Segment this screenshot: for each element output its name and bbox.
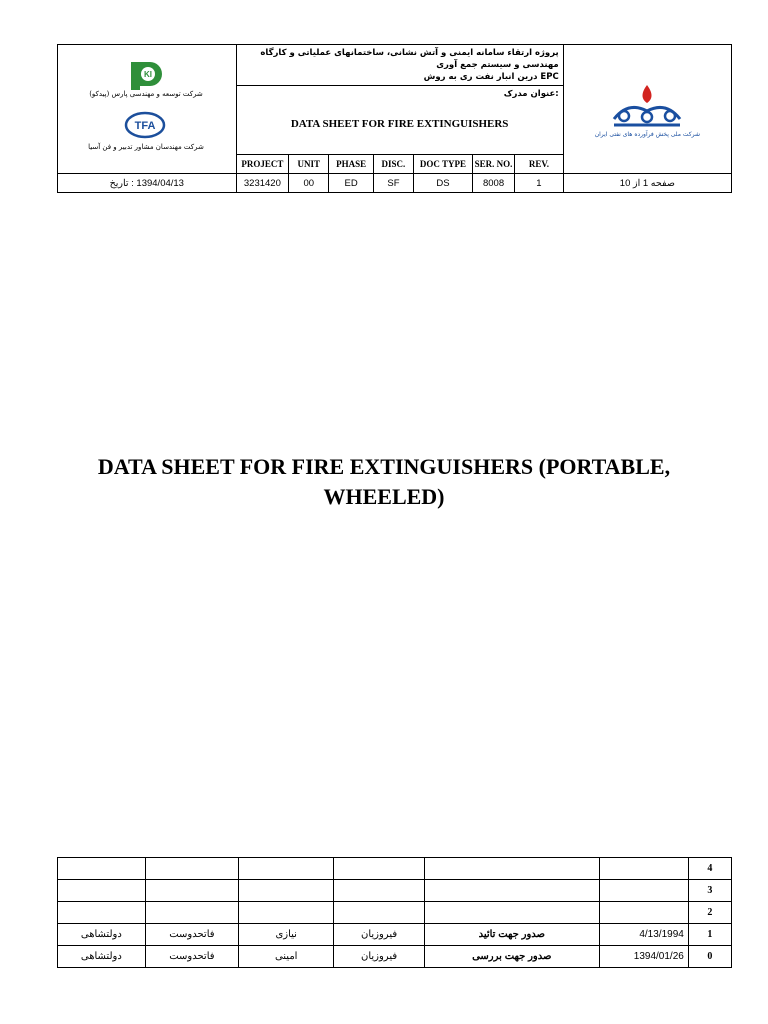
preparer-cell — [334, 858, 424, 880]
doc-title-cell — [236, 86, 563, 155]
code-value-rev: 1 — [515, 174, 564, 193]
nioc-logo — [608, 81, 686, 129]
checker-cell: فاتحدوست — [145, 924, 238, 946]
doc-title-label: :عنوان مدرک — [503, 89, 559, 99]
revision-row — [58, 858, 732, 880]
svg-text:TFA: TFA — [134, 120, 156, 132]
reviewer-cell — [239, 880, 334, 902]
preparer-cell: فیروزیان — [334, 946, 424, 968]
project-title-cell — [236, 45, 563, 86]
right-logo-cell — [563, 45, 731, 174]
pidec-company-name: شرکت توسعه و مهندسی پارس (پیدکو) — [89, 90, 203, 98]
nioc-company-name: شرکت ملی پخش فرآورده های نفتی ایران — [594, 130, 700, 138]
preparer-cell: فیروزیان — [334, 924, 424, 946]
code-value-phase: ED — [329, 174, 373, 193]
reviewer-cell: نیازی — [239, 924, 334, 946]
main-title: DATA SHEET FOR FIRE EXTINGUISHERS (PORTABLE, WHEELED) — [97, 454, 671, 509]
revision-row — [58, 880, 732, 902]
pidec-logo — [128, 58, 162, 90]
revision-number: 0 — [688, 946, 731, 968]
approver-cell — [58, 880, 146, 902]
revision-table — [57, 857, 732, 968]
checker-cell — [145, 880, 238, 902]
code-value-disc: SF — [373, 174, 413, 193]
approver-cell: دولتشاهی — [58, 946, 146, 968]
svg-text:KI: KI — [144, 70, 152, 79]
left-logos-cell — [58, 45, 237, 174]
code-value-doctype: DS — [414, 174, 473, 193]
code-header-unit: UNIT — [289, 155, 329, 174]
date-cell: 1394/04/13 : تاریخ — [58, 174, 237, 193]
approver-cell — [58, 858, 146, 880]
tfa-logo — [124, 111, 166, 139]
revision-row — [58, 924, 732, 946]
revision-number: 3 — [688, 880, 731, 902]
revision-row — [58, 946, 732, 968]
code-value-project: 3231420 — [236, 174, 289, 193]
code-header-doctype: DOC TYPE — [414, 155, 473, 174]
revision-description — [424, 858, 599, 880]
tfa-company-name: شرکت مهندسان مشاور تدبیر و فن آسیا — [88, 143, 204, 151]
revision-description: صدور جهت تائید — [424, 924, 599, 946]
revision-number: 1 — [688, 924, 731, 946]
revision-date: 4/13/1994 — [599, 924, 688, 946]
revision-number: 4 — [688, 858, 731, 880]
revision-date — [599, 880, 688, 902]
reviewer-cell: امینی — [239, 946, 334, 968]
document-header — [57, 44, 732, 193]
doc-title: DATA SHEET FOR FIRE EXTINGUISHERS — [290, 118, 509, 130]
revision-date: 1394/01/26 — [599, 946, 688, 968]
approver-cell — [58, 902, 146, 924]
revision-number: 2 — [688, 902, 731, 924]
page-number-cell: صفحه 1 از 10 — [563, 174, 731, 193]
code-header-project: PROJECT — [236, 155, 289, 174]
reviewer-cell — [239, 858, 334, 880]
revision-description — [424, 902, 599, 924]
code-header-disc: DISC. — [373, 155, 413, 174]
project-title-line2: EPC درین انبار نفت ری به روش — [423, 72, 559, 82]
checker-cell: فاتحدوست — [145, 946, 238, 968]
preparer-cell — [334, 902, 424, 924]
revision-date — [599, 858, 688, 880]
project-title-line1: پروژه ارتقاء سامانه ایمنی و آتش نشانی، ساختمانهای عملیاتی و کارگاه مهندسی و سیستم جمع آوری — [260, 48, 559, 70]
code-header-serno: SER. NO. — [472, 155, 514, 174]
code-value-serno: 8008 — [472, 174, 514, 193]
revision-date — [599, 902, 688, 924]
revision-description — [424, 880, 599, 902]
code-value-unit: 00 — [289, 174, 329, 193]
code-header-phase: PHASE — [329, 155, 373, 174]
reviewer-cell — [239, 902, 334, 924]
preparer-cell — [334, 880, 424, 902]
checker-cell — [145, 858, 238, 880]
revision-description: صدور جهت بررسی — [424, 946, 599, 968]
code-header-rev: REV. — [515, 155, 564, 174]
checker-cell — [145, 902, 238, 924]
approver-cell: دولتشاهی — [58, 924, 146, 946]
revision-row — [58, 902, 732, 924]
